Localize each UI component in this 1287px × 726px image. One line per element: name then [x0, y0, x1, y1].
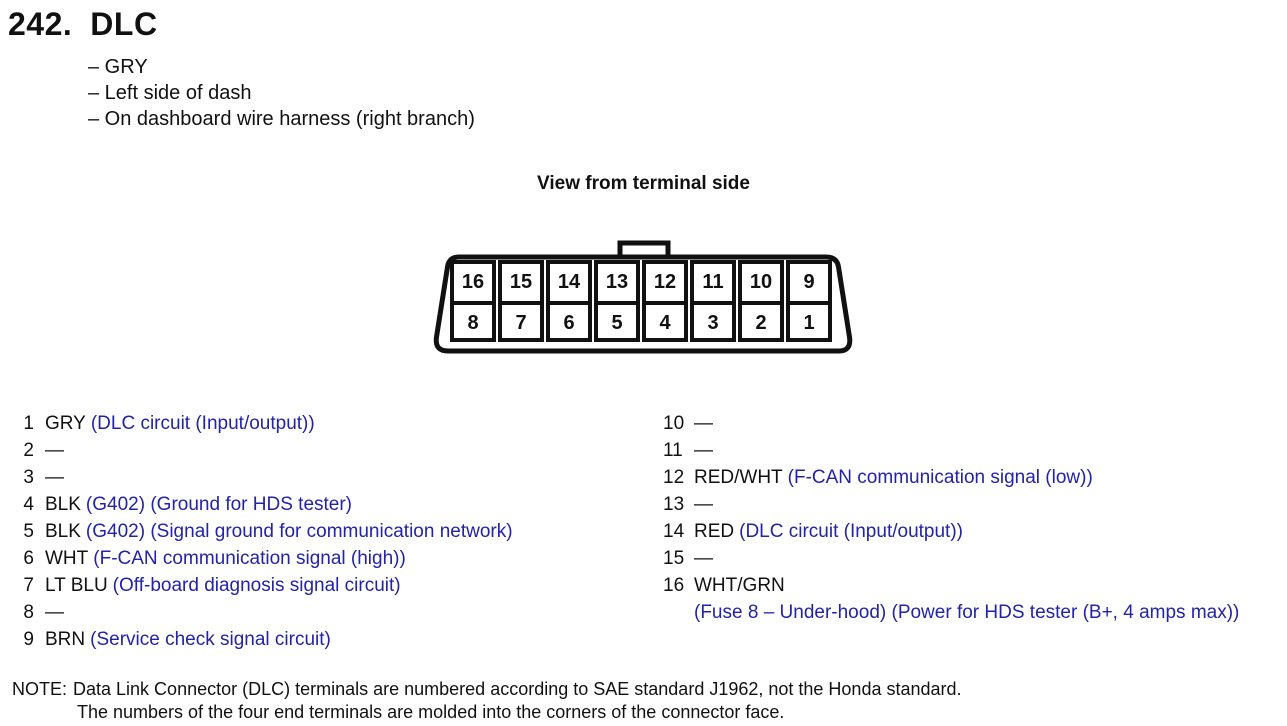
pin-row-14: [663, 518, 1239, 545]
view-from-terminal-side-label: View from terminal side: [537, 173, 750, 194]
terminal-16: 16: [454, 264, 492, 301]
note-line-2: The numbers of the four end terminals are molded into the corners of the connector face.: [77, 702, 785, 722]
pin-row-8: [14, 599, 513, 626]
pin-row-2: [14, 437, 513, 464]
page-title: [8, 6, 158, 43]
terminal-column: [642, 260, 688, 342]
pin-number: 8: [23, 602, 34, 623]
pin-number: 9: [23, 629, 34, 650]
wire-color: —: [694, 413, 713, 434]
attribute-line: – GRY: [88, 56, 148, 78]
wire-color: WHT: [45, 548, 89, 569]
pin-number: 11: [663, 440, 683, 461]
circuit-description: (G402) (Ground for HDS tester): [85, 494, 353, 515]
circuit-description: (F-CAN communication signal (high)): [93, 548, 406, 569]
wire-color: LT BLU: [45, 575, 108, 596]
wire-color: —: [45, 467, 64, 488]
note-text-1: Data Link Connector (DLC) terminals are numbered according to SAE standard J1962, not the Honda standard.: [73, 679, 962, 699]
wire-color: BLK: [45, 494, 81, 515]
wire-color: —: [694, 494, 713, 515]
terminal-column: [738, 260, 784, 342]
terminal-2: 2: [742, 301, 780, 338]
wire-color: —: [694, 548, 713, 569]
terminal-13: 13: [598, 264, 636, 301]
connector-attributes: [88, 54, 475, 132]
terminal-9: 9: [790, 264, 828, 301]
terminal-column: [690, 260, 736, 342]
pin-row-16: [663, 572, 1239, 626]
terminal-5: 5: [598, 301, 636, 338]
pin-row-3: [14, 464, 513, 491]
wire-color: RED/WHT: [694, 467, 783, 488]
circuit-description: (F-CAN communication signal (low)): [787, 467, 1093, 488]
wire-color: —: [45, 440, 64, 461]
pin-number: 1: [23, 413, 34, 434]
section-title: DLC: [90, 6, 158, 42]
pin-number: 13: [663, 494, 685, 515]
pin-number: 10: [663, 413, 685, 434]
pin-row-9: [14, 626, 513, 653]
circuit-description: (DLC circuit (Input/output)): [90, 413, 315, 434]
terminal-8: 8: [454, 301, 492, 338]
circuit-description: (Off-board diagnosis signal circuit): [112, 575, 401, 596]
terminal-grid: [450, 260, 832, 342]
terminal-column: [594, 260, 640, 342]
terminal-10: 10: [742, 264, 780, 301]
terminal-12: 12: [646, 264, 684, 301]
pin-number: 6: [23, 548, 34, 569]
terminal-11: 11: [694, 264, 732, 301]
pin-number: 12: [663, 467, 685, 488]
wire-color: —: [694, 440, 713, 461]
pin-list-left: [14, 410, 513, 653]
terminal-column: [546, 260, 592, 342]
pin-row-7: [14, 572, 513, 599]
pin-number: 16: [663, 575, 685, 596]
circuit-description: (Service check signal circuit): [90, 629, 331, 650]
wire-color: WHT/GRN: [694, 575, 785, 596]
pin-number: 5: [23, 521, 34, 542]
pin-row-1: [14, 410, 513, 437]
pin-row-10: [663, 410, 1239, 437]
terminal-column: [450, 260, 496, 342]
terminal-1: 1: [790, 301, 828, 338]
pin-row-12: [663, 464, 1239, 491]
pin-row-15: [663, 545, 1239, 572]
pin-row-4: [14, 491, 513, 518]
wire-color: —: [45, 602, 64, 623]
terminal-3: 3: [694, 301, 732, 338]
pin-number: 4: [23, 494, 34, 515]
circuit-description: (G402) (Signal ground for communication network): [85, 521, 513, 542]
pin-list-right: [663, 410, 1239, 626]
section-number: 242.: [8, 6, 73, 42]
pin-number: 15: [663, 548, 685, 569]
pin-row-13: [663, 491, 1239, 518]
pin-row-11: [663, 437, 1239, 464]
dlc-connector-diagram: [432, 237, 856, 355]
terminal-4: 4: [646, 301, 684, 338]
pin-number: 3: [23, 467, 34, 488]
terminal-14: 14: [550, 264, 588, 301]
footnote: [12, 678, 962, 724]
wire-color: BLK: [45, 521, 81, 542]
pin-number: 2: [23, 440, 34, 461]
circuit-description: (Fuse 8 – Under-hood) (Power for HDS tester (B+, 4 amps max)): [694, 602, 1240, 623]
terminal-7: 7: [502, 301, 540, 338]
pin-row-5: [14, 518, 513, 545]
pin-number: 14: [663, 521, 685, 542]
pin-row-6: [14, 545, 513, 572]
wire-color: RED: [694, 521, 735, 542]
note-line-1: [12, 678, 962, 701]
circuit-description: (DLC circuit (Input/output)): [739, 521, 963, 542]
terminal-6: 6: [550, 301, 588, 338]
wire-color: BRN: [45, 629, 86, 650]
pin-number: 7: [23, 575, 34, 596]
attribute-line: – On dashboard wire harness (right branch): [88, 108, 475, 130]
note-label: NOTE:: [12, 679, 68, 699]
terminal-15: 15: [502, 264, 540, 301]
attribute-line: – Left side of dash: [88, 82, 252, 104]
terminal-column: [786, 260, 832, 342]
wire-color: GRY: [45, 413, 86, 434]
terminal-column: [498, 260, 544, 342]
